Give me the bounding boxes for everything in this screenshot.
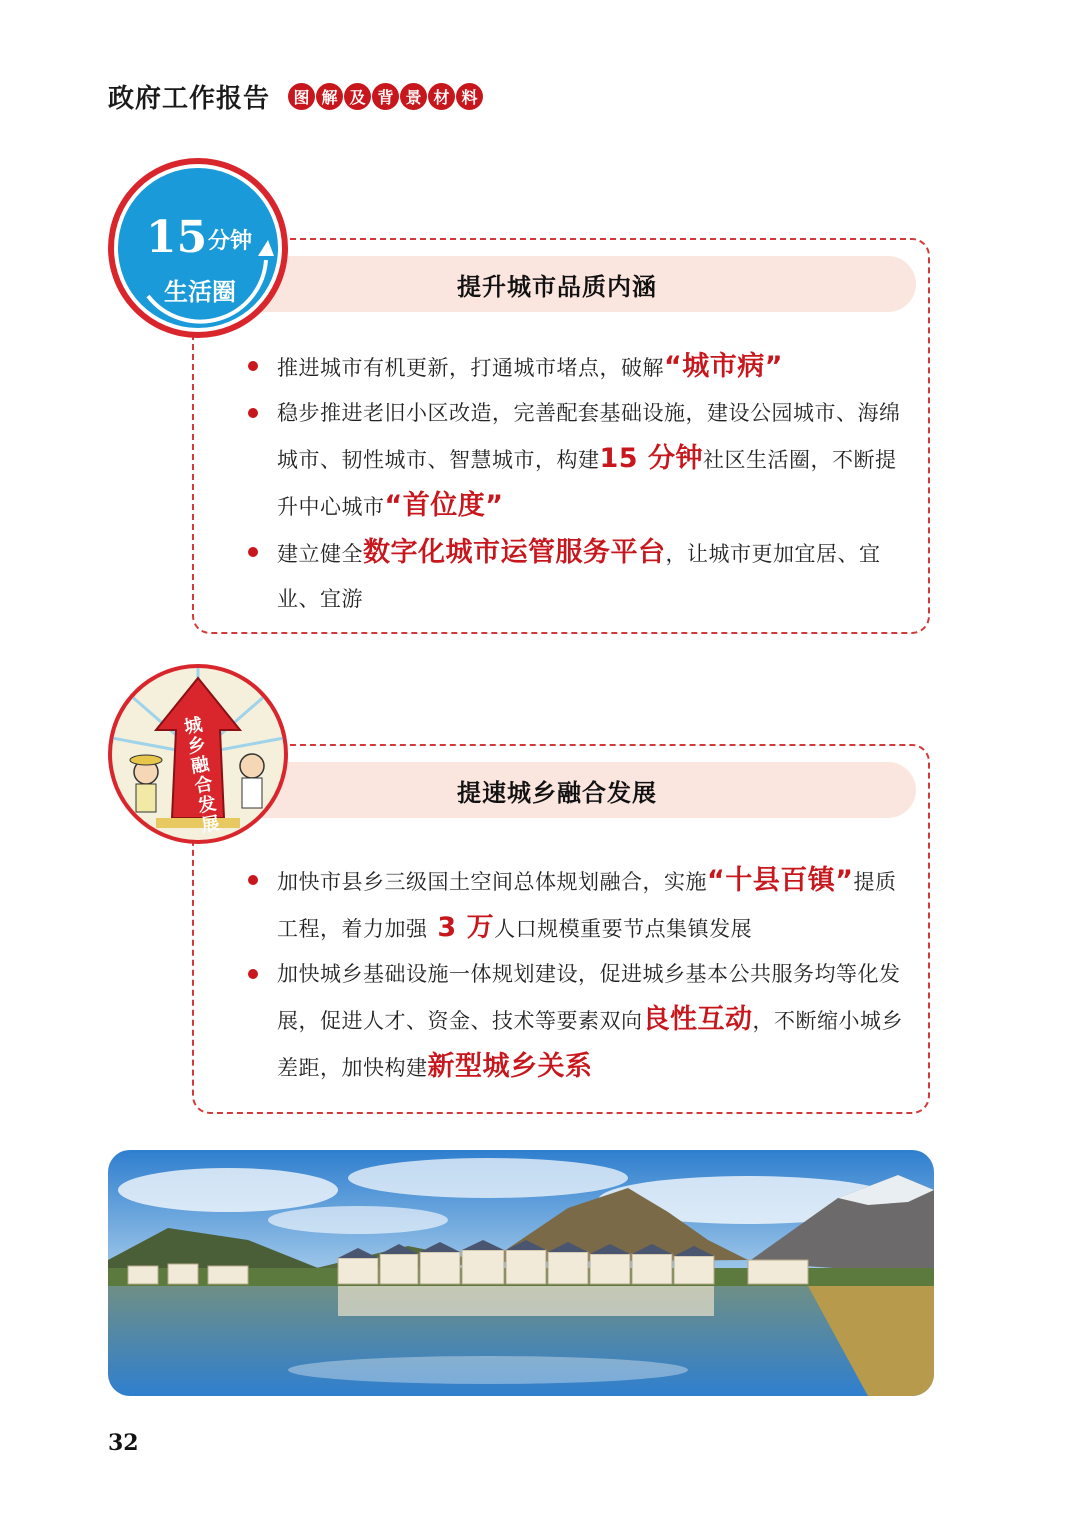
header-badge: 解 <box>316 83 343 110</box>
header-badge: 及 <box>344 83 371 110</box>
highlight-text: “十县百镇” <box>707 865 854 896</box>
landscape-illustration <box>108 1150 934 1396</box>
header-badges <box>288 83 483 110</box>
section2-bullet-list <box>246 858 906 1091</box>
icon-label: 生活圈 <box>164 278 236 306</box>
header-badge: 图 <box>288 83 315 110</box>
section1-title-bar <box>198 256 916 312</box>
village-landscape-photo <box>108 1150 934 1396</box>
section2-title: 提速城乡融合发展 <box>457 778 657 807</box>
bullet-text: 建立健全 <box>277 542 363 566</box>
bullet-text: 提质工程，着力加强 <box>277 870 897 941</box>
header-badge: 景 <box>400 83 427 110</box>
highlight-text: “城市病” <box>664 351 783 382</box>
icon-unit: 分钟 <box>208 229 253 254</box>
urban-rural-integration-icon <box>108 664 288 844</box>
highlight-text: 新型城乡关系 <box>427 1051 593 1082</box>
bullet-dot <box>248 361 258 371</box>
fifteen-minute-life-circle-icon <box>108 158 288 338</box>
highlight-text: 15 分钟 <box>599 443 703 474</box>
bullet-text: 推进城市有机更新，打通城市堵点，破解 <box>277 356 664 380</box>
bullet-text: 加快城乡基础设施一体规划建设，促进城乡基本公共服务均等化发展，促进人才、资金、技术等要素双向 <box>277 962 901 1033</box>
highlight-text: 数字化城市运管服务平台 <box>363 537 666 568</box>
bullet-item <box>246 952 906 1091</box>
header-badge: 材 <box>428 83 455 110</box>
bullet-text: 人口规模重要节点集镇发展 <box>494 917 753 941</box>
highlight-text: 良性互动 <box>642 1004 753 1035</box>
icon-label: 城乡融合发展 <box>182 714 222 837</box>
icon-number: 15 <box>146 212 208 263</box>
section1-bullet-list <box>246 344 906 622</box>
bullet-item <box>246 391 906 530</box>
highlight-text: “首位度” <box>384 490 504 521</box>
section1-title: 提升城市品质内涵 <box>457 272 657 301</box>
header-badge: 料 <box>456 83 483 110</box>
bullet-text: ，让城市更加宜居、宜业、宜游 <box>277 542 881 611</box>
bullet-dot <box>248 969 258 979</box>
bullet-text: 稳步推进老旧小区改造，完善配套基础设施，建设公园城市、海绵城市、韧性城市、智慧城市，构建 <box>277 401 901 472</box>
bullet-text: ，不断缩小城乡差距，加快构建 <box>277 1009 903 1080</box>
bullet-dot <box>248 547 258 557</box>
section2-title-bar <box>198 762 916 818</box>
bullet-dot <box>248 408 258 418</box>
bullet-dot <box>248 875 258 885</box>
bullet-text: 社区生活圈，不断提升中心城市 <box>277 448 897 519</box>
bullet-item <box>246 530 906 622</box>
bullet-text: 加快市县乡三级国土空间总体规划融合，实施 <box>277 870 707 894</box>
header-title: 政府工作报告 <box>108 83 271 114</box>
page-header <box>108 78 483 114</box>
page-number: 32 <box>108 1430 139 1456</box>
highlight-text: 3 万 <box>427 912 495 943</box>
bullet-item <box>246 344 906 391</box>
header-badge: 背 <box>372 83 399 110</box>
bullet-item <box>246 858 906 952</box>
